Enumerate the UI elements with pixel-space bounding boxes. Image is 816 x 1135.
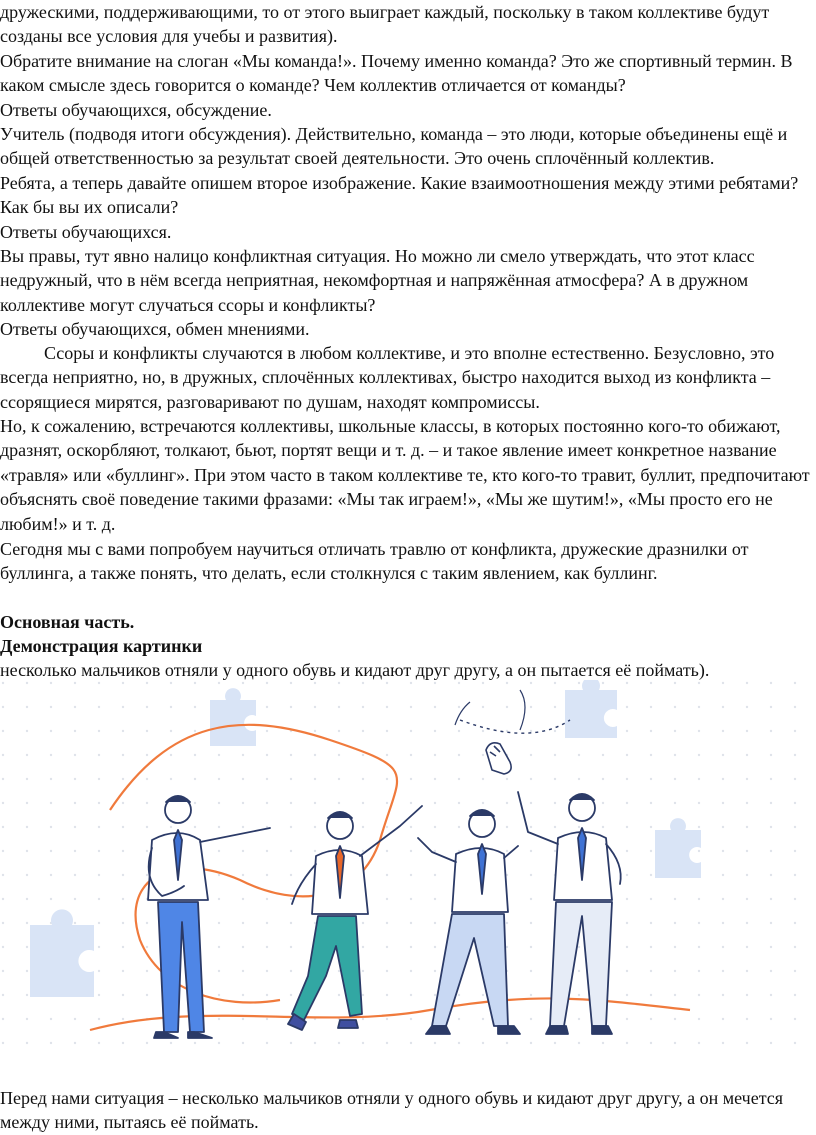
paragraph: Ссоры и конфликты случаются в любом коллективе, и это вполне естественно. Безусловно, это всегда неприятно, но, в дружных, сплочённых коллективах, быстро находится выход из конфликта – ссорящиеся мирятся, разговаривают по душам, находят компромиссы. <box>0 343 775 412</box>
paragraph: Обратите внимание на слоган «Мы команда!». Почему именно команда? Это же спортивный термин. В каком смысле здесь говорится о команде? Чем коллектив отличается от команды? <box>0 51 793 96</box>
section-heading: Основная часть. <box>0 612 135 632</box>
section-subheading: Демонстрация картинки <box>0 636 203 656</box>
paragraph: Ответы обучающихся, обсуждение. <box>0 100 272 120</box>
picture-caption: несколько мальчиков отняли у одного обувь и кидают друг другу, а он пытается её поймать). <box>0 660 710 680</box>
paragraph: Но, к сожалению, встречаются коллективы, школьные классы, в которых постоянно кого-то обижают, дразнят, оскорбляют, толкают, бьют, портят вещи и т. д. – и такое явление имеет конкретное название «травля» или «буллинг». При этом часто в таком коллективе те, кто кого-то травит, буллит, предпочитают объяснять своё поведение такими фразами: «Мы так играем!», «Мы же шутим!», «Мы просто его не любим!» и т. д. <box>0 416 810 534</box>
illustration-boys-throwing-shoe <box>0 680 816 1065</box>
paragraph: Перед нами ситуация – несколько мальчиков отняли у одного обувь и кидают друг другу, а он мечется между ними, пытаясь её поймать. <box>0 1088 784 1133</box>
paragraph: Ответы обучающихся. <box>0 222 172 242</box>
paragraph: Ответы обучающихся, обмен мнениями. <box>0 319 310 339</box>
paragraph: дружескими, поддерживающими, то от этого выиграет каждый, поскольку в таком коллективе будут созданы все условия для учебы и развития). <box>0 2 770 47</box>
paragraph: Ребята, а теперь давайте опишем второе изображение. Какие взаимоотношения между этими ребятами? Как бы вы их описали? <box>0 173 799 218</box>
paragraph: Вы правы, тут явно налицо конфликтная ситуация. Но можно ли смело утверждать, что этот класс недружный, что в нём всегда неприятная, некомфортная и напряжённая атмосфера? А в дружном коллективе могут случаться ссоры и конфликты? <box>0 246 755 315</box>
paragraph: Учитель (подводя итоги обсуждения). Действительно, команда – это люди, которые объединены ещё и общей ответственностью за результат своей деятельности. Это очень сплочённый коллектив. <box>0 124 788 169</box>
paragraph: Сегодня мы с вами попробуем научиться отличать травлю от конфликта, дружеские дразнилки от буллинга, а также понять, что делать, если столкнулся с таким явлением, как буллинг. <box>0 539 749 584</box>
